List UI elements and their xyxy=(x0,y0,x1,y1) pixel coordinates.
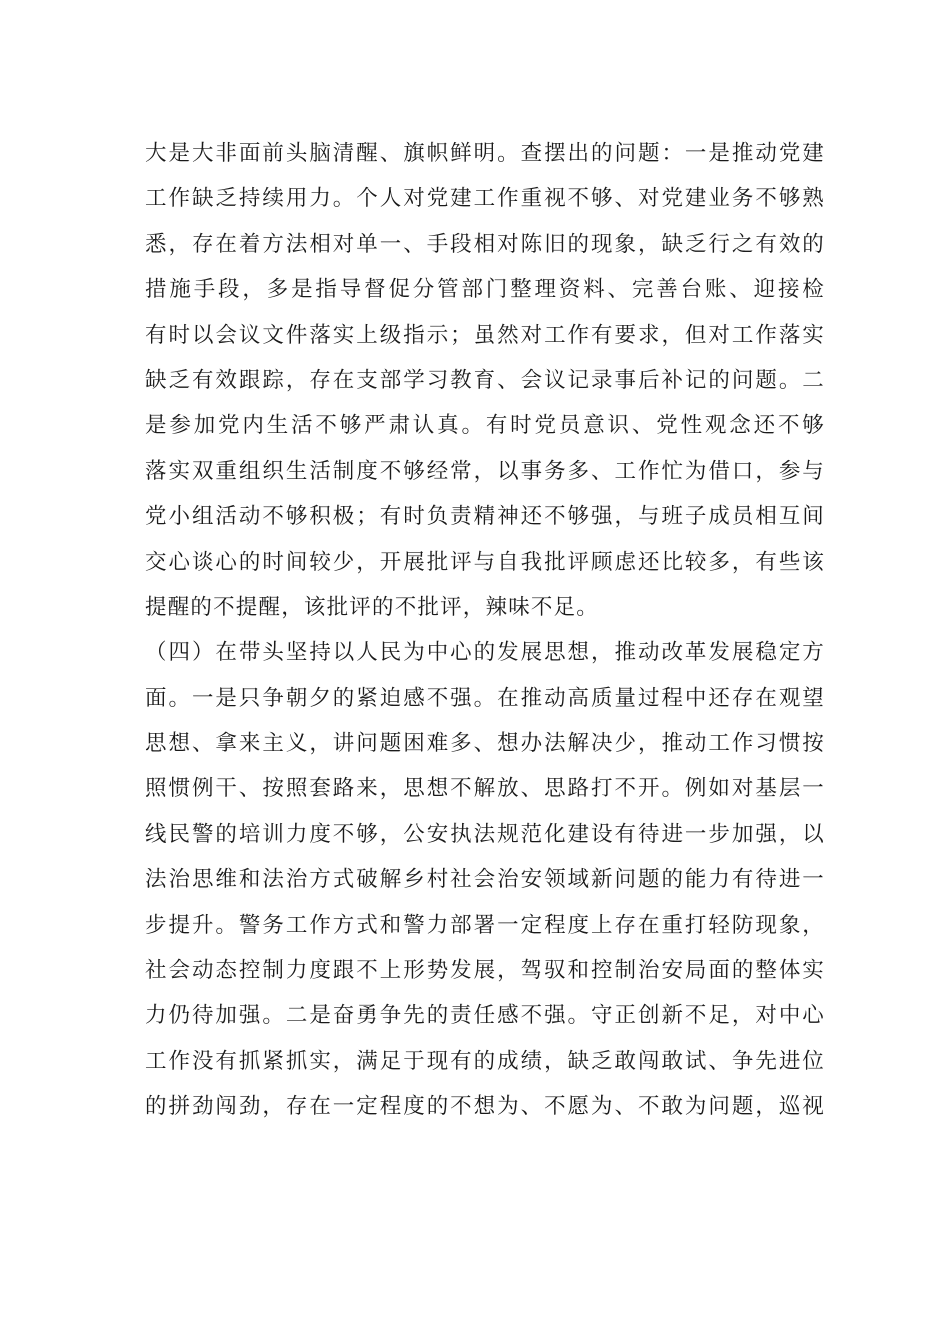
text-line-2: 工作缺乏持续用力。个人对党建工作重视不够、对党建业务不够熟 xyxy=(145,186,825,212)
text-line-7: 是参加党内生活不够严肃认真。有时党员意识、党性观念还不够 xyxy=(145,413,825,439)
text-line-18: 步提升。警务工作方式和警力部署一定程度上存在重打轻防现象， xyxy=(145,912,825,938)
section-heading-line: （四）在带头坚持以人民为中心的发展思想，推动改革发展稳定方 xyxy=(145,640,825,666)
text-line-5: 有时以会议文件落实上级指示；虽然对工作有要求，但对工作落实 xyxy=(145,322,825,348)
text-line-11: 提醒的不提醒，该批评的不批评，辣味不足。 xyxy=(145,594,600,620)
text-line-3: 悉，存在着方法相对单一、手段相对陈旧的现象，缺乏行之有效的 xyxy=(145,231,825,257)
text-line-1: 大是大非面前头脑清醒、旗帜鲜明。查摆出的问题：一是推动党建 xyxy=(145,141,825,166)
text-line-16: 线民警的培训力度不够，公安执法规范化建设有待进一步加强，以 xyxy=(145,821,825,847)
text-line-4: 措施手段，多是指导督促分管部门整理资料、完善台账、迎接检 xyxy=(145,277,825,303)
text-line-10: 交心谈心的时间较少，开展批评与自我批评顾虑还比较多，有些该 xyxy=(145,549,825,575)
text-line-13: 面。一是只争朝夕的紧迫感不强。在推动高质量过程中还存在观望 xyxy=(145,685,825,711)
text-line-6: 缺乏有效跟踪，存在支部学习教育、会议记录事后补记的问题。二 xyxy=(145,367,825,393)
text-line-20: 力仍待加强。二是奋勇争先的责任感不强。守正创新不足，对中心 xyxy=(145,1003,825,1029)
text-line-19: 社会动态控制力度跟不上形势发展，驾驭和控制治安局面的整体实 xyxy=(145,958,825,984)
text-line-22: 的拼劲闯劲，存在一定程度的不想为、不愿为、不敢为问题，巡视 xyxy=(145,1094,825,1120)
text-line-15: 照惯例干、按照套路来，思想不解放、思路打不开。例如对基层一 xyxy=(145,776,825,802)
text-line-8: 落实双重组织生活制度不够经常，以事务多、工作忙为借口，参与 xyxy=(145,458,825,484)
text-line-21: 工作没有抓紧抓实，满足于现有的成绩，缺乏敢闯敢试、争先进位 xyxy=(145,1048,825,1074)
text-line-14: 思想、拿来主义，讲问题困难多、想办法解决少，推动工作习惯按 xyxy=(145,731,825,757)
text-line-9: 党小组活动不够积极；有时负责精神还不够强，与班子成员相互间 xyxy=(145,504,825,530)
text-line-17: 法治思维和法治方式破解乡村社会治安领域新问题的能力有待进一 xyxy=(145,867,825,893)
body-text xyxy=(145,131,825,1130)
